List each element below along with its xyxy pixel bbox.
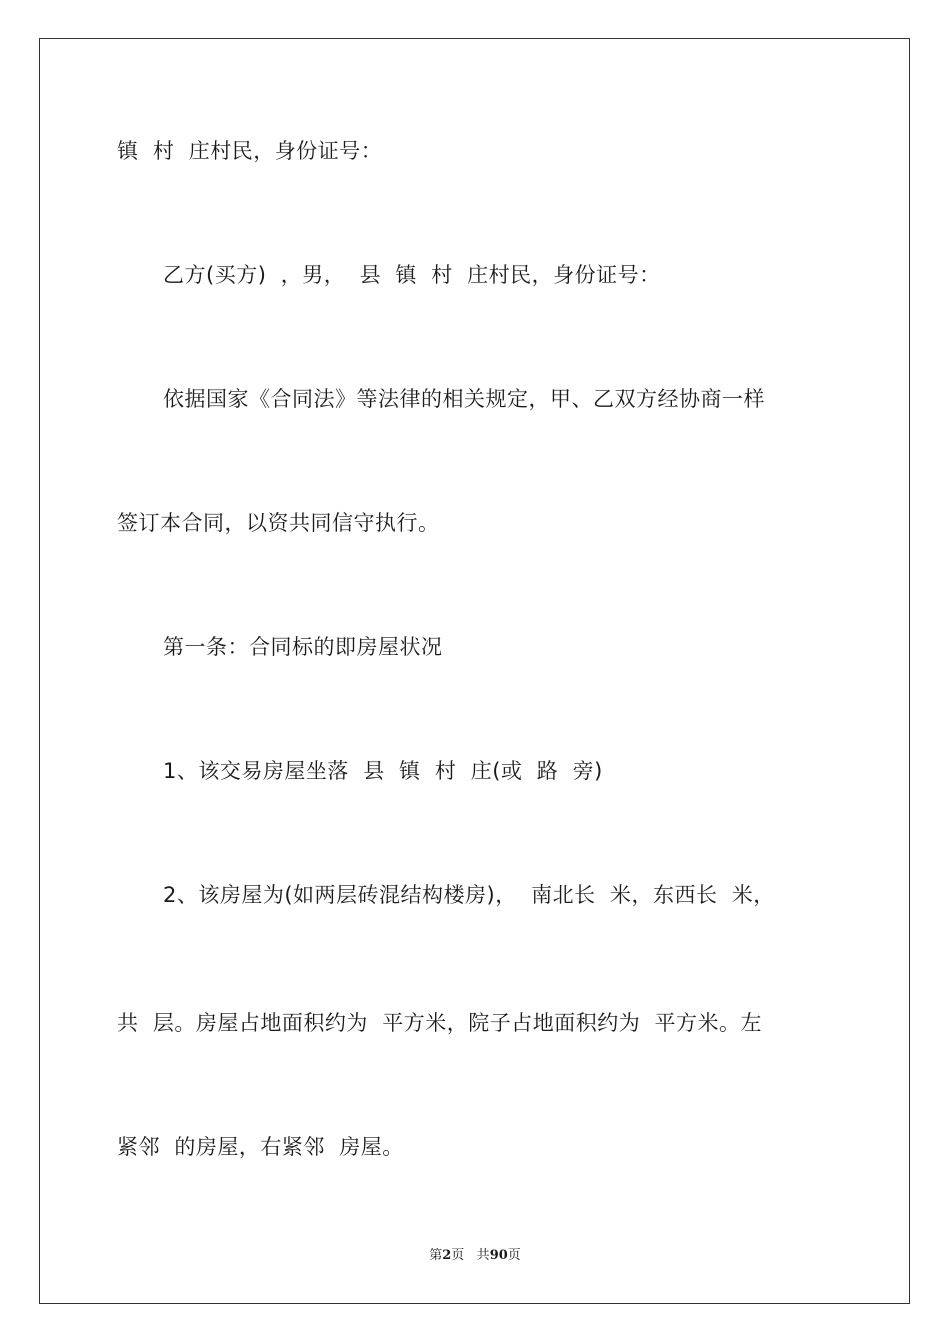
text-line-6: 1、该交易房屋坐落 县 镇 村 庄(或 路 旁) (163, 759, 603, 783)
page-footer (0, 1247, 950, 1265)
text-line-4: 签订本合同，以资共同信守执行。 (117, 511, 440, 535)
text-line-1: 镇 村 庄村民，身份证号： (117, 139, 383, 163)
footer-total-suffix: 页 (507, 1248, 521, 1263)
footer-total-prefix: 共 (476, 1248, 490, 1263)
text-line-8: 共 层。房屋占地面积约为 平方米，院子占地面积约为 平方米。左 (117, 1011, 763, 1035)
text-line-3: 依据国家《合同法》等法律的相关规定，甲、乙双方经协商一样 (163, 387, 765, 411)
text-line-9: 紧邻 的房屋，右紧邻 房屋。 (117, 1135, 404, 1159)
footer-page-suffix: 页 (451, 1248, 465, 1263)
section-heading-article-1: 第一条：合同标的即房屋状况 (163, 635, 443, 659)
text-line-2: 乙方(买方) ，男， 县 镇 村 庄村民，身份证号： (163, 263, 661, 287)
footer-page-total: 90 (489, 1248, 508, 1263)
page-border (39, 38, 910, 1304)
text-line-7: 2、该房屋为(如两层砖混结构楼房)， 南北长 米，东西长 米， (163, 883, 775, 907)
footer-page-current: 2 (442, 1248, 452, 1263)
footer-page-prefix: 第 (429, 1248, 443, 1263)
